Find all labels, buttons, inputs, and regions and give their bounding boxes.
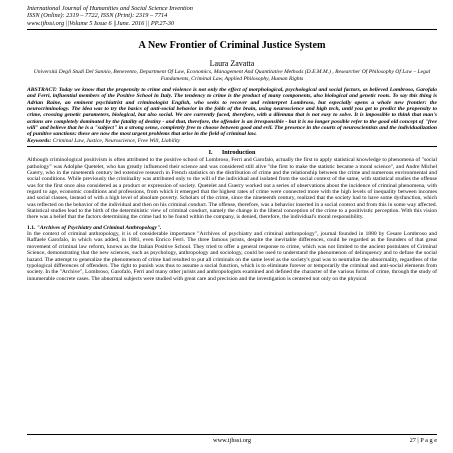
keywords-text: Criminal Law, Justice, Neuroscience, Free Will, Liability	[52, 137, 181, 144]
section-title: Introduction	[221, 149, 256, 157]
journal-volume: www.ijhssi.org ||Volume 5 Issue 6 ||June. 2016 || PP.27-30	[27, 19, 175, 27]
author-affiliation: Università Degli Studi Del Sannio, Benevento, Department Of Law, Economics, Management And Quantitative Methods (D.E.M.M.) , Researcher Of Philosophy Of Law – Legal Fundaments, Criminal Law, Applied Philosophy, Human Rights	[33, 69, 431, 82]
paper-title: A New Frontier of Criminal Justice System	[138, 40, 326, 52]
journal-name: International Journal of Humanities and Social Science Invention	[27, 5, 193, 12]
keywords	[27, 138, 437, 144]
abstract	[27, 87, 437, 138]
journal-header	[27, 5, 437, 27]
header-rule	[27, 29, 437, 30]
subsection-title: "Archives of Psychiatry and Criminal Anthropology".	[36, 224, 162, 231]
subsection-number: 1.1.	[27, 224, 36, 231]
section-number: I.	[208, 149, 213, 157]
abstract-rule	[27, 146, 437, 147]
author-name: Laura Zavatta	[209, 59, 255, 69]
section-heading-introduction	[27, 149, 437, 156]
abstract-text: Today we know that the propensity to crime and violence is not only the effect of morphological, psychological and social factors, as believed Lombroso, Garofalo and Ferri, influential members of the Positive School in Italy. The tendency to crime is the product of many components, also biological and genetic roots. To say this thing is Adrian Raine, an eminent psychiatrist and criminologist English, who seeks to recover and reinterpret Lombroso, but especially opens a whole new frontier: the neurocriminology. The idea was to try the basics of anti-social behavior in the folds of the brain, using neuroscience and high tech, until you get to predict the propensity to crime, crossing genetic parameters, biological, but also social. We are currently faced, therefore, with a dilemma that is not easy to solve. It is impossible to think that man's actions are completely dominated by the fatality of destiny - and that, therefore, the offender is an irresponsible - but it is no longer possible refer to the good old concept of "free will" and believe that he is a "subject" in a strong sense, completely free to choose between good and evil. The presence in the courts of neuroscientists and the individualization of punitive sanctions: these are now the most urgent problems that arise in the field of criminal law.	[27, 87, 437, 138]
page-number: 27 | P a g e	[409, 437, 437, 444]
introduction-paragraph: Although criminological positivism is often attributed to the positive school of Lombroso, Ferri and Garofalo, actually the first to apply statistical knowledge to phenomena of "social pathology" was Adolphe Quetelet, who has greatly influenced their science and was considered still alive "the first to make the statistic became a moral science", and Andre Michel Guerry, who in the nineteenth century led extensive research in French statistics on the distribution of crime and the relationship between the crime and numerous environmental and social conditions. While previously the criminality was attributed only to the will of the individual and isolated from the social context of the same, with statistical studies the offense was for the first once also considered as a product or expression of society. Quetelet and Guerry worked out a series of observations about the incidence of criminal phenomena, with regard to age, economic conditions and professions, from which it emerged that the highest rates of crime were connected more with the high levels of inequality between incomes and social classes, instead of with a high level of absolute poverty. Scholars of the crime, since the nineteenth century, realized that the society had to have some dysfunction, which was reflected on the behavior of the individual and then on his criminal conduct. The offense, therefore, was a behavior inserted in a social context and from this in some way affected. Statistical studies lead to the birth of the deterministic view of criminal conduct, namely the change in the liberal conception of the crime to a positivistic perception. With this vision there was a belief that the factors determining the crime had to be found within the company, is denied, therefore, the individual's moral responsibility.	[27, 157, 437, 221]
keywords-label: Keywords:	[27, 137, 52, 144]
abstract-label: ABSTRACT:	[27, 87, 58, 94]
footer-url: www.ijhssi.org	[213, 437, 251, 444]
footer-rule	[27, 434, 437, 435]
journal-issn: ISSN (Online): 2319 – 7722, ISSN (Print): 2319 – 7714	[27, 12, 168, 20]
subsection-paragraph: In the context of criminal anthropology, it is of considerable importance "Archives of psychiatry and criminal anthropology", journal founded in 1880 by Cesare Lombroso and Raffaele Garofalo, in which was added, in 1881, even Enrico Ferri. The three famous jurists, despite the inevitable differences, could be regarded as the founders of that great movement of criminal law reform, known as the Italian Positive School. They tried to offer a general response to crime, which was not limited to the ancient postulates of Criminal Science, demonstrating that the new sciences, such as psychology, anthropology and sociology, could be used to understand the phenomenon of delinquency and to defuse the social hazard. The attempt to generalize the phenomenon of crime had resulted to put all criminals on the same level as the society's goal was to neutralize the abnormality, regardless of the typological differences of offenders. The right to punish was thus to assume a social function, which is to eliminate forever or temporarily the criminal and anti-social elements from society. In the "Archive", Lombroso, Garofalo, Ferri and many other jurists and anthropologists examined and defined the character of the various forms of crime, through the study of innumerable concrete cases. The abnormal subjects were studied with great care and precision and the investigation is centered not only on the physical	[27, 231, 437, 282]
